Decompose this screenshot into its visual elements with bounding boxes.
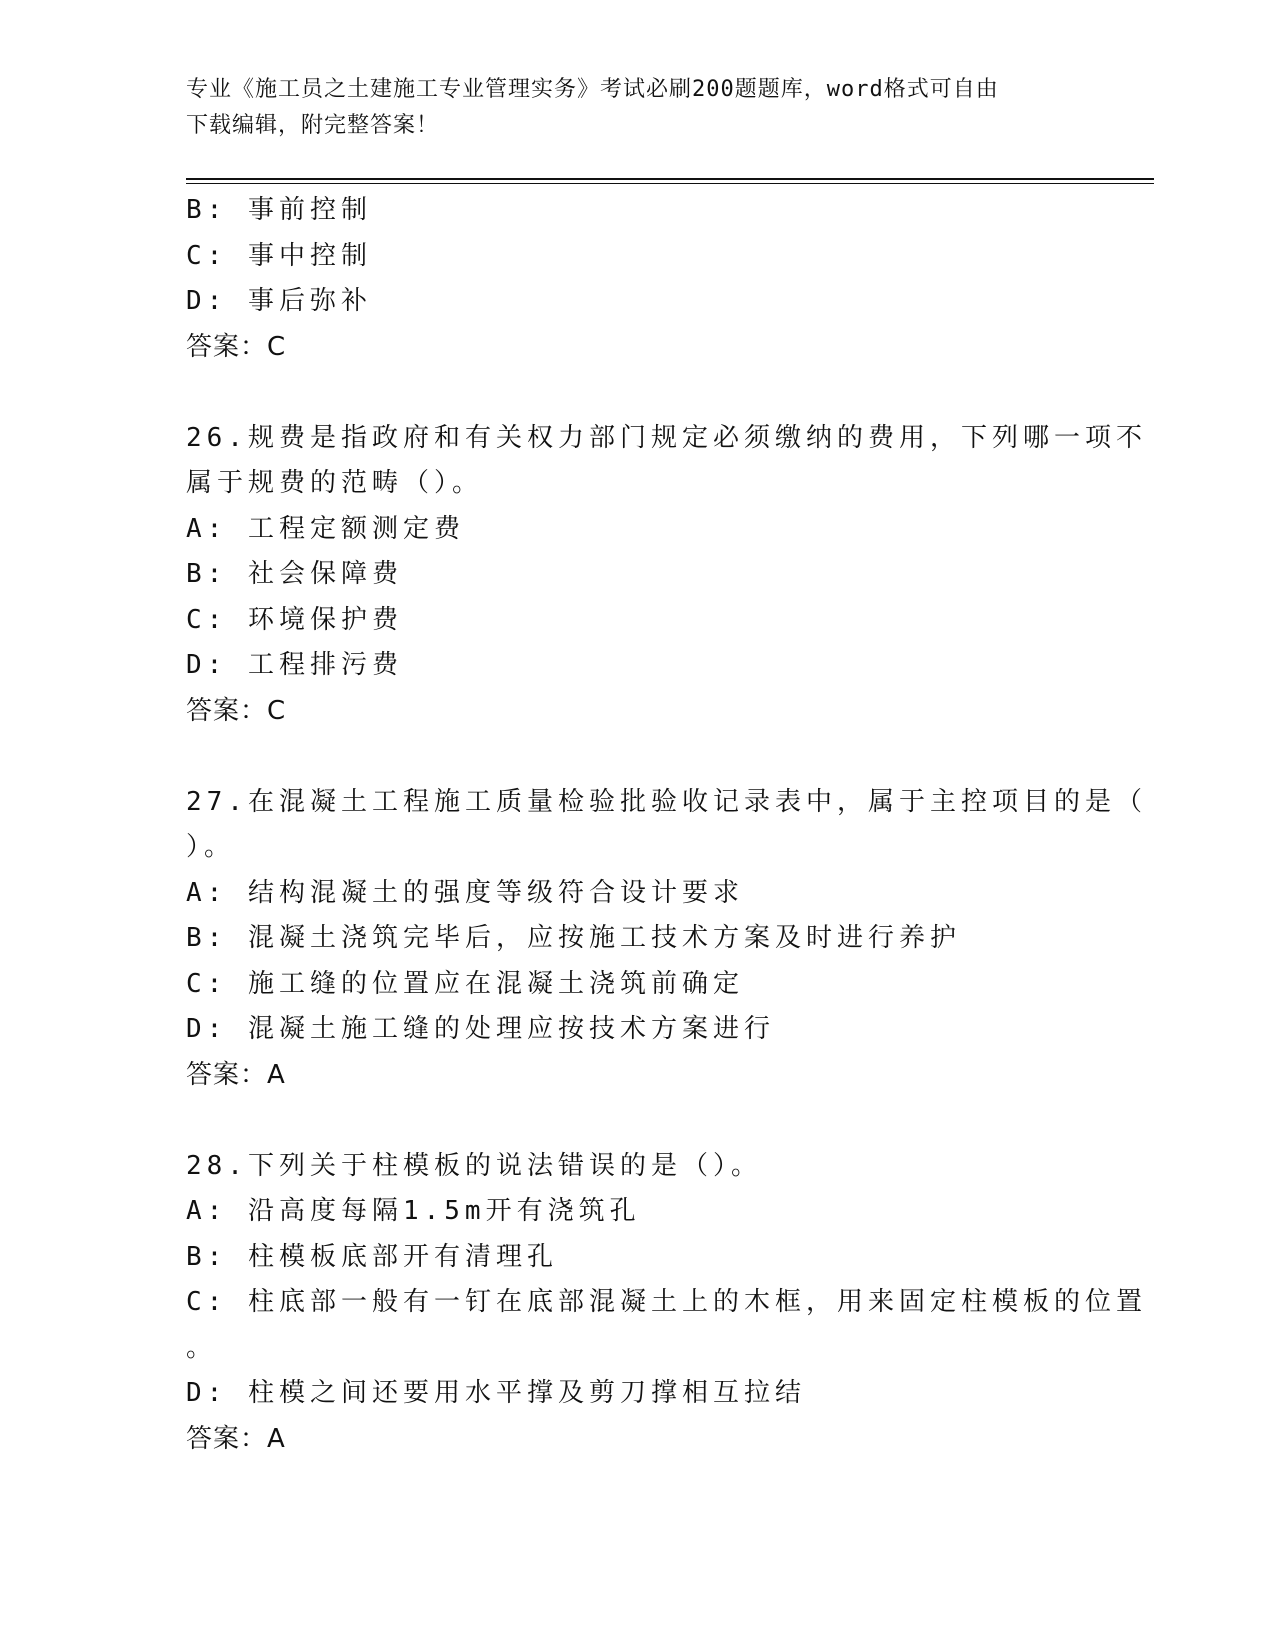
question-stem-cont: ）。 bbox=[186, 832, 236, 862]
option-a: A: 工程定额测定费 bbox=[186, 513, 465, 544]
spacer bbox=[186, 734, 1086, 780]
answer: 答案：C bbox=[186, 331, 287, 362]
question-28 bbox=[186, 1144, 1147, 1463]
option-c: C: 施工缝的位置应在混凝土浇筑前确定 bbox=[186, 968, 744, 999]
question-stem: 27.在混凝土工程施工质量检验批验收记录表中，属于主控项目的是（ bbox=[186, 786, 1147, 817]
option-a: A: 结构混凝土的强度等级符合设计要求 bbox=[186, 877, 744, 908]
option-b: B: 事前控制 bbox=[186, 195, 372, 225]
option-d: D: 事后弥补 bbox=[186, 286, 372, 316]
option-d: D: 柱模之间还要用水平撑及剪刀撑相互拉结 bbox=[186, 1378, 806, 1408]
question-27 bbox=[186, 780, 1147, 1099]
page-header bbox=[186, 72, 1066, 144]
document-body bbox=[186, 188, 1147, 1462]
option-b: B: 社会保障费 bbox=[186, 559, 403, 589]
option-b: B: 混凝土浇筑完毕后，应按施工技术方案及时进行养护 bbox=[186, 923, 961, 953]
answer: 答案：C bbox=[186, 695, 287, 726]
option-d: D: 混凝土施工缝的处理应按技术方案进行 bbox=[186, 1014, 775, 1044]
answer: 答案：A bbox=[186, 1423, 286, 1454]
option-c: C: 事中控制 bbox=[186, 240, 372, 271]
question-25-tail bbox=[186, 188, 1086, 370]
option-c-cont: 。 bbox=[186, 1332, 218, 1363]
header-rule-thin bbox=[186, 183, 1154, 184]
header-rule-thick bbox=[186, 178, 1154, 180]
answer: 答案：A bbox=[186, 1059, 286, 1090]
spacer bbox=[186, 370, 1086, 416]
option-b: B: 柱模板底部开有清理孔 bbox=[186, 1241, 558, 1272]
spacer bbox=[186, 1098, 1086, 1144]
question-stem: 26.规费是指政府和有关权力部门规定必须缴纳的费用，下列哪一项不 bbox=[186, 422, 1147, 453]
question-26 bbox=[186, 416, 1147, 735]
question-stem-cont: 属于规费的范畴（）。 bbox=[186, 468, 484, 498]
header-line-2: 下载编辑，附完整答案！ bbox=[186, 113, 440, 138]
header-line-1: 专业《施工员之土建施工专业管理实务》考试必刷200题题库，word格式可自由 bbox=[186, 77, 999, 102]
question-stem: 28.下列关于柱模板的说法错误的是（）。 bbox=[186, 1150, 762, 1181]
option-d: D: 工程排污费 bbox=[186, 650, 403, 680]
option-c: C: 环境保护费 bbox=[186, 604, 403, 635]
option-a: A: 沿高度每隔1.5m开有浇筑孔 bbox=[186, 1196, 641, 1226]
option-c: C: 柱底部一般有一钉在底部混凝土上的木框，用来固定柱模板的位置 bbox=[186, 1287, 1147, 1317]
